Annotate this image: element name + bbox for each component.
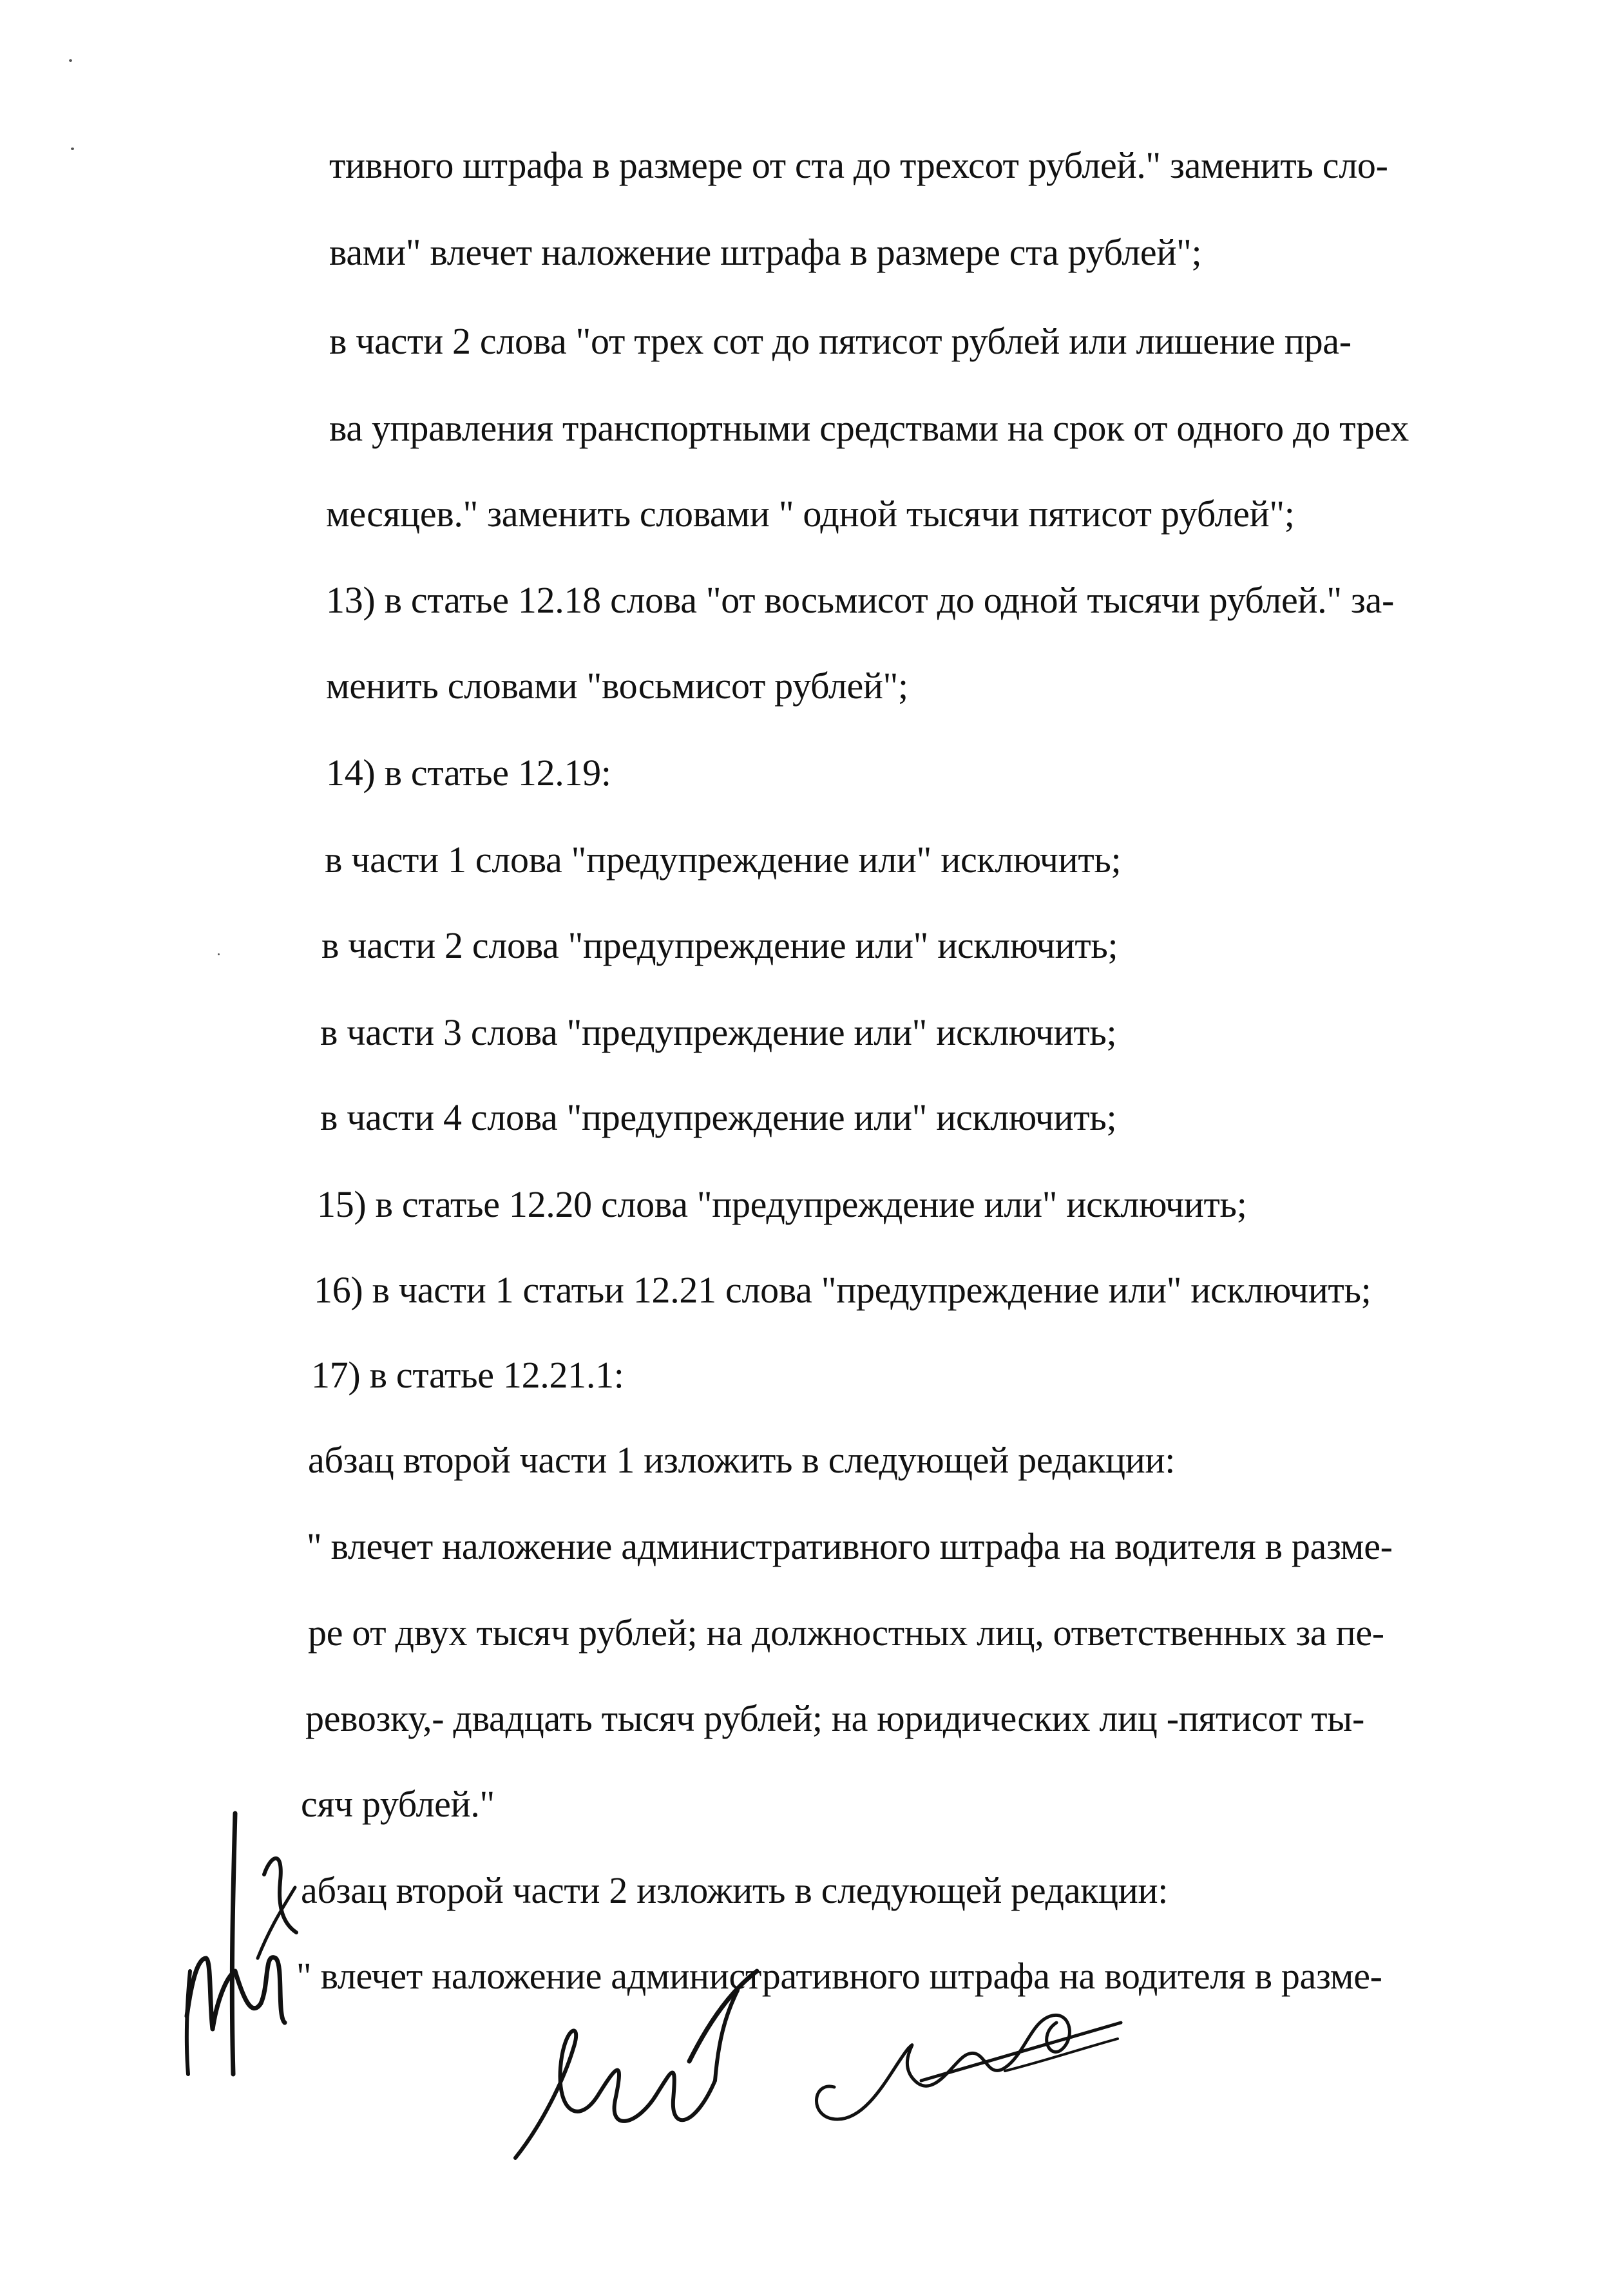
- scan-speck: [71, 148, 74, 150]
- text-line-12: в части 4 слова "предупреждение или" исключить;: [320, 1096, 1117, 1138]
- text-line-14: 16) в части 1 статьи 12.21 слова "предупреждение или" исключить;: [314, 1269, 1371, 1311]
- text-line-21: абзац второй части 2 изложить в следующей редакции:: [301, 1869, 1169, 1911]
- text-line-20: сяч рублей.": [301, 1783, 495, 1825]
- text-line-6: 13) в статье 12.18 слова "от восьмисот до одной тысячи рублей." за-: [326, 579, 1394, 621]
- text-line-16: абзац второй части 1 изложить в следующей редакции:: [308, 1439, 1176, 1481]
- text-line-13: 15) в статье 12.20 слова "предупреждение или" исключить;: [317, 1183, 1247, 1225]
- text-line-7: менить словами "восьмисот рублей";: [326, 665, 908, 707]
- text-line-3: в части 2 слова "от трех сот до пятисот рублей или лишение пра-: [329, 320, 1352, 362]
- text-line-1: тивного штрафа в размере от ста до трехсот рублей." заменить сло-: [329, 144, 1388, 186]
- text-line-15: 17) в статье 12.21.1:: [311, 1354, 624, 1396]
- text-line-18: ре от двух тысяч рублей; на должностных лиц, ответственных за пе-: [308, 1612, 1384, 1654]
- text-line-22: " влечет наложение административного штрафа на водителя в разме-: [296, 1955, 1382, 1997]
- bottom-signature-1: [502, 1965, 779, 2164]
- text-line-9: в части 1 слова "предупреждение или" исключить;: [325, 839, 1122, 881]
- text-line-5: месяцев." заменить словами " одной тысячи пятисот рублей";: [326, 493, 1295, 535]
- text-line-4: ва управления транспортными средствами на срок от одного до трех: [329, 407, 1409, 449]
- text-line-10: в части 2 слова "предупреждение или" исключить;: [321, 924, 1118, 966]
- text-line-19: ревозку,- двадцать тысяч рублей; на юридических лиц -пятисот ты-: [305, 1697, 1364, 1739]
- bottom-signature-2: [773, 1984, 1134, 2151]
- text-line-17: " влечет наложение административного штрафа на водителя в разме-: [307, 1525, 1393, 1567]
- scan-speck: [218, 953, 220, 955]
- text-line-2: вами" влечет наложение штрафа в размере ста рублей";: [329, 231, 1202, 273]
- scan-speck: [69, 59, 72, 62]
- margin-signature: [174, 1810, 341, 2081]
- text-line-8: 14) в статье 12.19:: [326, 752, 611, 794]
- text-line-11: в части 3 слова "предупреждение или" исключить;: [320, 1011, 1117, 1053]
